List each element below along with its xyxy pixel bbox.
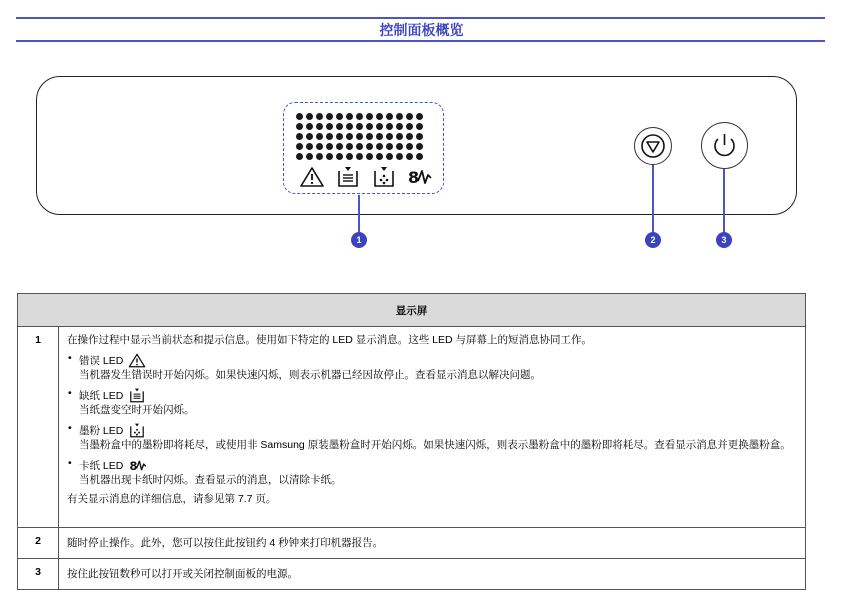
display-dot (366, 153, 373, 160)
callout-2: 2 (645, 232, 661, 248)
display-dot (306, 153, 313, 160)
row-description (59, 327, 806, 528)
row-description: 按住此按钮数秒可以打开或关闭控制面板的电源。 (59, 559, 806, 590)
svg-text:8: 8 (408, 168, 420, 187)
display-dot (386, 133, 393, 140)
display-dot (316, 153, 323, 160)
display-dot (416, 143, 423, 150)
led-indicators (296, 165, 436, 189)
display-dot (306, 143, 313, 150)
header-top-rule (16, 17, 825, 19)
callout-line-1 (358, 195, 360, 233)
display-dot (356, 113, 363, 120)
display-dot (356, 123, 363, 130)
svg-text:8: 8 (129, 458, 138, 473)
toner-icon (371, 165, 397, 189)
display-dot (296, 113, 303, 120)
row-intro: 在操作过程中显示当前状态和提示信息。使用如下特定的 LED 显示消息。这些 LED 与屏幕上的短消息协同工作。 (67, 334, 593, 346)
display-dot (336, 143, 343, 150)
dot-matrix-display (296, 113, 426, 163)
display-dot (416, 123, 423, 130)
display-dot (306, 113, 313, 120)
display-dot (396, 123, 403, 130)
header-bottom-rule (16, 40, 825, 42)
display-dot (316, 143, 323, 150)
display-dot (416, 153, 423, 160)
display-dot (366, 113, 373, 120)
bullet: • (68, 387, 72, 399)
display-dot (326, 143, 333, 150)
display-dot (336, 123, 343, 130)
display-dot (316, 123, 323, 130)
display-dot (366, 143, 373, 150)
table-row (18, 528, 806, 559)
display-dot (336, 113, 343, 120)
display-dot (346, 133, 353, 140)
display-dot (376, 123, 383, 130)
table-header: 显示屏 (18, 294, 806, 327)
display-dot (346, 153, 353, 160)
display-dot (326, 123, 333, 130)
bullet: • (68, 352, 72, 364)
table-header-row (18, 294, 806, 327)
item-text: 当机器出现卡纸时闪烁。查看显示的消息，以清除卡纸。 (79, 474, 342, 486)
stop-button[interactable] (634, 127, 672, 165)
bullet: • (68, 457, 72, 469)
display-area (283, 102, 444, 194)
list-item-toner-led (67, 422, 797, 452)
display-dot (326, 113, 333, 120)
display-dot (306, 123, 313, 130)
display-dot (396, 113, 403, 120)
item-label: 缺纸 LED (79, 390, 124, 402)
display-dot (326, 153, 333, 160)
list-item-paper-led (67, 387, 797, 417)
display-dot (356, 143, 363, 150)
display-dot (356, 153, 363, 160)
paper-tray-icon (335, 165, 361, 189)
display-dot (406, 133, 413, 140)
item-text: 当纸盘变空时开始闪烁。 (79, 404, 195, 416)
display-dot (356, 133, 363, 140)
display-dot (396, 133, 403, 140)
display-dot (316, 113, 323, 120)
display-dot (396, 143, 403, 150)
display-dot (366, 123, 373, 130)
display-dot (406, 143, 413, 150)
callout-3: 3 (716, 232, 732, 248)
display-dot (346, 143, 353, 150)
toner-icon (128, 422, 146, 439)
display-dot (406, 123, 413, 130)
display-dot (406, 113, 413, 120)
display-dot (326, 133, 333, 140)
bullet: • (68, 422, 72, 434)
display-dot (296, 143, 303, 150)
warning-triangle-icon (128, 352, 146, 369)
list-item-error-led (67, 352, 797, 382)
paper-jam-icon (128, 457, 148, 474)
display-dot (416, 133, 423, 140)
display-dot (386, 153, 393, 160)
display-dot (376, 113, 383, 120)
table-row (18, 559, 806, 590)
info-table (17, 293, 806, 590)
display-dot (376, 133, 383, 140)
display-dot (416, 113, 423, 120)
display-dot (386, 113, 393, 120)
item-label: 卡纸 LED (79, 460, 124, 472)
table-row (18, 327, 806, 528)
display-dot (386, 143, 393, 150)
display-dot (296, 133, 303, 140)
display-dot (376, 153, 383, 160)
display-dot (296, 153, 303, 160)
paper-jam-icon (407, 165, 433, 189)
page-title: 控制面板概览 (379, 23, 464, 39)
warning-triangle-icon (299, 165, 325, 189)
display-dot (316, 133, 323, 140)
callout-line-2 (652, 165, 654, 233)
display-dot (336, 133, 343, 140)
row-footer-note: 有关显示消息的详细信息，请参见第 7.7 页。 (67, 493, 277, 505)
display-dot (366, 133, 373, 140)
power-icon (702, 123, 747, 168)
display-dot (396, 153, 403, 160)
callout-1: 1 (351, 232, 367, 248)
stop-icon (635, 128, 671, 164)
item-label: 墨粉 LED (79, 425, 124, 437)
row-number: 1 (18, 327, 59, 528)
list-item-jam-led (67, 457, 797, 487)
row-description: 随时停止操作。此外，您可以按住此按钮约 4 秒钟来打印机器报告。 (59, 528, 806, 559)
row-number: 2 (18, 528, 59, 559)
item-text: 当机器发生错误时开始闪烁。如果快速闪烁，则表示机器已经因故停止。查看显示消息以解决问题。 (79, 369, 541, 381)
callout-line-3 (723, 169, 725, 233)
display-dot (386, 123, 393, 130)
item-text: 当墨粉盒中的墨粉即将耗尽，或使用非 Samsung 原装墨粉盒时开始闪烁。如果快速闪烁，则表示墨粉盒中的墨粉即将耗尽。查看显示消息并更换墨粉盒。 (79, 439, 791, 451)
display-dot (376, 143, 383, 150)
item-label: 错误 LED (79, 355, 124, 367)
paper-tray-icon (128, 387, 146, 404)
display-dot (346, 113, 353, 120)
row-number: 3 (18, 559, 59, 590)
power-button[interactable] (701, 122, 748, 169)
display-dot (306, 133, 313, 140)
display-dot (296, 123, 303, 130)
display-dot (406, 153, 413, 160)
display-dot (336, 153, 343, 160)
display-dot (346, 123, 353, 130)
